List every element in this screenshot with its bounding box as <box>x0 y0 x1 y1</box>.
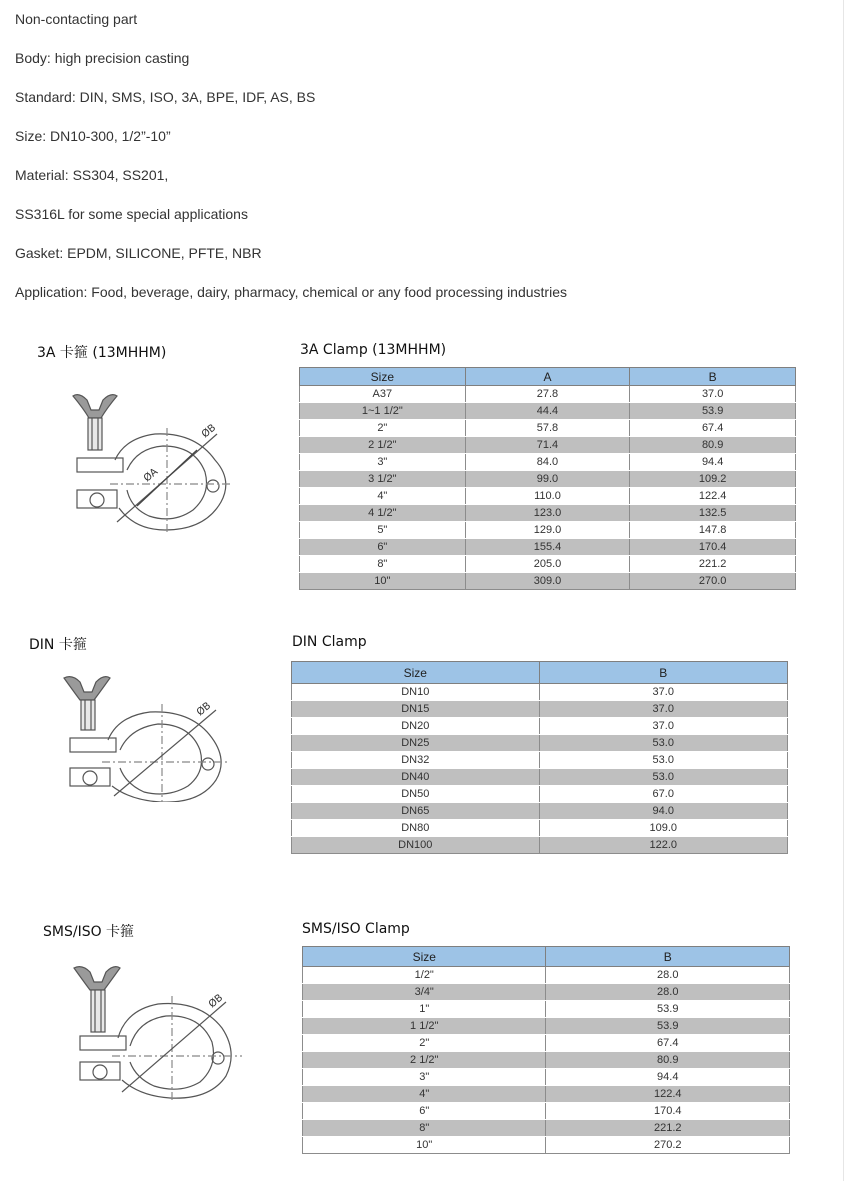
cell-b: 122.4 <box>546 1086 790 1103</box>
table-row <box>300 539 796 556</box>
cell-b: 270.2 <box>546 1137 790 1154</box>
cell-a: 110.0 <box>465 488 630 505</box>
cell-b: 37.0 <box>630 386 796 403</box>
spec-standard: Standard: DIN, SMS, ISO, 3A, BPE, IDF, AS, BS <box>15 89 316 105</box>
header-b: B <box>630 368 796 386</box>
cell-b: 37.0 <box>539 718 788 735</box>
spec-table-3a <box>299 367 796 590</box>
cell-b: 37.0 <box>539 684 788 701</box>
table-row <box>292 769 788 786</box>
table-row <box>300 488 796 505</box>
cell-size: 6" <box>300 539 466 556</box>
table-row <box>303 967 790 984</box>
drawing-title-din: DIN 卡箍 <box>29 637 87 653</box>
spec-table-din <box>291 661 788 854</box>
cell-size: 2 1/2" <box>303 1052 546 1069</box>
table-row <box>303 1069 790 1086</box>
cell-size: 2 1/2" <box>300 437 466 454</box>
cell-a: 205.0 <box>465 556 630 573</box>
cell-b: 147.8 <box>630 522 796 539</box>
cell-b: 53.0 <box>539 769 788 786</box>
cell-size: 1~1 1/2" <box>300 403 466 420</box>
cell-size: DN50 <box>292 786 540 803</box>
spec-application: Application: Food, beverage, dairy, pharmacy, chemical or any food processing industries <box>15 284 567 300</box>
cell-size: 4 1/2" <box>300 505 466 522</box>
table-row <box>303 1086 790 1103</box>
table-row <box>303 1018 790 1035</box>
cell-a: 27.8 <box>465 386 630 403</box>
cell-size: 3" <box>300 454 466 471</box>
cell-b: 109.2 <box>630 471 796 488</box>
cell-b: 67.4 <box>546 1035 790 1052</box>
table-row <box>303 1103 790 1120</box>
dim-label-b: ØB <box>199 422 219 441</box>
table-row <box>300 573 796 590</box>
header-b: B <box>546 947 790 967</box>
cell-size: 10" <box>300 573 466 590</box>
table-row <box>303 1052 790 1069</box>
spec-contact: Non-contacting part <box>15 11 138 27</box>
cell-size: DN40 <box>292 769 540 786</box>
table-row <box>300 556 796 573</box>
table-row <box>300 420 796 437</box>
table-title-sms-iso: SMS/ISO Clamp <box>302 921 410 937</box>
cell-a: 155.4 <box>465 539 630 556</box>
table-row <box>292 786 788 803</box>
table-row <box>292 837 788 854</box>
cell-size: 3/4" <box>303 984 546 1001</box>
cell-a: 57.8 <box>465 420 630 437</box>
cell-b: 170.4 <box>630 539 796 556</box>
cell-size: DN80 <box>292 820 540 837</box>
cell-size: DN65 <box>292 803 540 820</box>
drawing-title-3a: 3A 卡箍 (13MHHM) <box>37 345 167 361</box>
cell-a: 44.4 <box>465 403 630 420</box>
cell-b: 221.2 <box>546 1120 790 1137</box>
cell-size: 1" <box>303 1001 546 1018</box>
table-title-3a: 3A Clamp (13MHHM) <box>300 342 447 358</box>
header-b: B <box>539 662 788 684</box>
cell-a: 129.0 <box>465 522 630 539</box>
cell-a: 309.0 <box>465 573 630 590</box>
cell-b: 80.9 <box>546 1052 790 1069</box>
cell-size: 1/2" <box>303 967 546 984</box>
table-row <box>292 820 788 837</box>
cell-b: 67.4 <box>630 420 796 437</box>
cell-size: DN32 <box>292 752 540 769</box>
table-row <box>300 454 796 471</box>
cell-size: 2" <box>303 1035 546 1052</box>
cell-size: 8" <box>303 1120 546 1137</box>
table-row <box>292 684 788 701</box>
spec-material: Material: SS304, SS201, <box>15 167 169 183</box>
table-row <box>303 1035 790 1052</box>
cell-a: 99.0 <box>465 471 630 488</box>
spec-material-special: SS316L for some special applications <box>15 206 248 222</box>
cell-b: 80.9 <box>630 437 796 454</box>
table-row <box>292 735 788 752</box>
cell-b: 53.0 <box>539 735 788 752</box>
cell-size: DN20 <box>292 718 540 735</box>
cell-b: 94.0 <box>539 803 788 820</box>
table-row <box>300 471 796 488</box>
table-row <box>300 403 796 420</box>
table-row <box>303 1001 790 1018</box>
cell-size: 8" <box>300 556 466 573</box>
header-a: A <box>465 368 630 386</box>
cell-b: 94.4 <box>546 1069 790 1086</box>
clamp-drawing-sms-iso <box>62 962 252 1102</box>
cell-b: 53.9 <box>546 1018 790 1035</box>
dim-label-b: ØB <box>194 700 214 719</box>
cell-b: 221.2 <box>630 556 796 573</box>
cell-size: A37 <box>300 386 466 403</box>
drawing-title-sms-iso: SMS/ISO 卡箍 <box>43 924 135 940</box>
cell-b: 28.0 <box>546 984 790 1001</box>
dim-label-a: ØA <box>141 466 161 485</box>
table-row <box>292 718 788 735</box>
cell-size: DN10 <box>292 684 540 701</box>
cell-b: 270.0 <box>630 573 796 590</box>
cell-size: 3 1/2" <box>300 471 466 488</box>
cell-size: 1 1/2" <box>303 1018 546 1035</box>
clamp-drawing-3a <box>55 390 245 535</box>
cell-b: 109.0 <box>539 820 788 837</box>
table-row <box>300 522 796 539</box>
table-row <box>303 1120 790 1137</box>
cell-a: 84.0 <box>465 454 630 471</box>
table-title-din: DIN Clamp <box>292 634 367 650</box>
table-row <box>292 701 788 718</box>
dim-label-b: ØB <box>206 992 226 1011</box>
cell-size: 2" <box>300 420 466 437</box>
table-row <box>300 505 796 522</box>
header-size: Size <box>292 662 540 684</box>
spec-table-sms-iso <box>302 946 790 1154</box>
cell-b: 122.0 <box>539 837 788 854</box>
cell-b: 37.0 <box>539 701 788 718</box>
table-row <box>303 984 790 1001</box>
spec-gasket: Gasket: EPDM, SILICONE, PFTE, NBR <box>15 245 262 261</box>
cell-a: 123.0 <box>465 505 630 522</box>
cell-size: DN15 <box>292 701 540 718</box>
cell-b: 28.0 <box>546 967 790 984</box>
cell-b: 170.4 <box>546 1103 790 1120</box>
cell-size: 3" <box>303 1069 546 1086</box>
cell-b: 53.9 <box>546 1001 790 1018</box>
header-size: Size <box>303 947 546 967</box>
clamp-drawing-din <box>50 672 240 802</box>
table-row <box>300 437 796 454</box>
spec-body: Body: high precision casting <box>15 50 190 66</box>
table-row <box>292 752 788 769</box>
cell-b: 53.9 <box>630 403 796 420</box>
cell-size: 10" <box>303 1137 546 1154</box>
table-row <box>300 386 796 403</box>
spec-size: Size: DN10-300, 1/2”-10” <box>15 128 171 144</box>
cell-size: 6" <box>303 1103 546 1120</box>
cell-size: 4" <box>300 488 466 505</box>
cell-b: 122.4 <box>630 488 796 505</box>
header-size: Size <box>300 368 466 386</box>
cell-b: 67.0 <box>539 786 788 803</box>
cell-size: DN100 <box>292 837 540 854</box>
table-row <box>292 803 788 820</box>
cell-size: 4" <box>303 1086 546 1103</box>
page-divider <box>843 0 844 1181</box>
cell-b: 94.4 <box>630 454 796 471</box>
cell-b: 53.0 <box>539 752 788 769</box>
cell-a: 71.4 <box>465 437 630 454</box>
cell-size: DN25 <box>292 735 540 752</box>
cell-size: 5" <box>300 522 466 539</box>
table-row <box>303 1137 790 1154</box>
cell-b: 132.5 <box>630 505 796 522</box>
